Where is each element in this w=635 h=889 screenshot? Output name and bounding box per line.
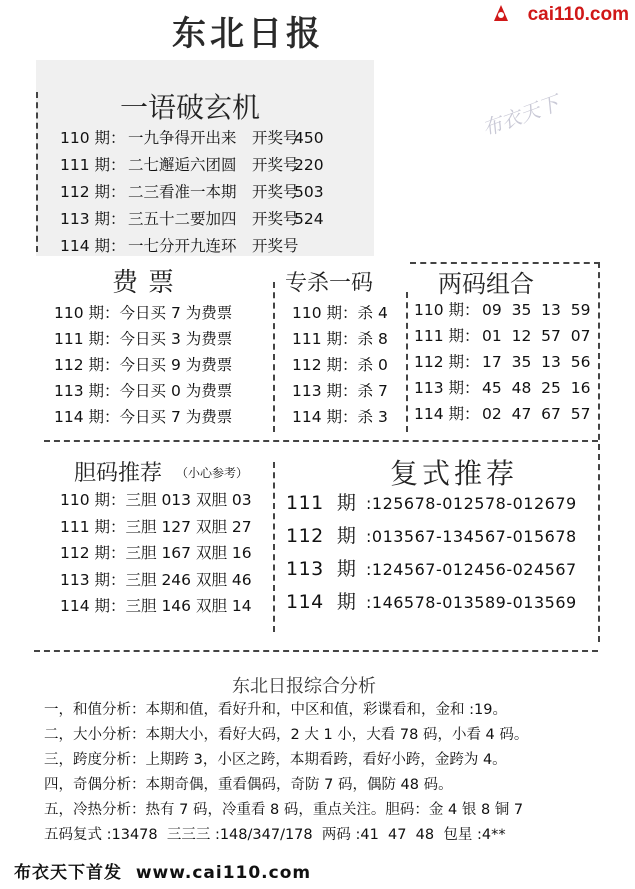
col-divider-1 — [273, 282, 275, 432]
liangma-row — [414, 298, 590, 324]
period: 114 期： — [414, 405, 480, 423]
feipiao-row: 112 期：今日买 9 为费票 — [54, 356, 233, 374]
result-label: 开奖号 — [252, 210, 299, 228]
hint: 三五十二要加四 — [128, 210, 237, 228]
period: 111 期： — [414, 327, 480, 345]
result: 524 — [294, 210, 324, 228]
footer-text: 布衣天下首发 www.cai110.com — [14, 863, 312, 883]
yiyu-row — [60, 180, 324, 207]
hint: 二三看准一本期 — [128, 183, 237, 201]
liangma-row — [414, 402, 590, 428]
result: 503 — [294, 183, 324, 201]
hint: 二七邂逅六团圆 — [128, 156, 237, 174]
numbers: 17 35 13 56 — [482, 353, 591, 371]
result-label: 开奖号 — [252, 183, 299, 201]
numbers: 01 12 57 07 — [482, 327, 591, 345]
period: 111 期： — [60, 156, 126, 174]
fushi-title: 复式推荐 — [390, 457, 519, 490]
yiyu-row — [60, 126, 324, 153]
result: 220 — [294, 156, 324, 174]
feipiao-row: 111 期：今日买 3 为费票 — [54, 330, 233, 348]
col-divider-3 — [273, 462, 275, 632]
hint: 一七分开九连环 — [128, 237, 237, 255]
danma-row: 112 期：三胆 167 双胆 16 — [60, 544, 252, 562]
period: 112 期： — [60, 183, 126, 201]
result-label: 开奖号 — [252, 129, 299, 147]
numbers: 09 35 13 59 — [482, 301, 591, 319]
yiyu-row — [60, 153, 324, 180]
danma-row: 114 期：三胆 146 双胆 14 — [60, 597, 252, 615]
danma-list — [60, 488, 252, 621]
feipiao-row: 114 期：今日买 7 为费票 — [54, 408, 233, 426]
period: 113 期： — [60, 210, 126, 228]
analysis-line: 五码复式 :13478 三三三 :148/347/178 两码 :41 47 48 包星 :4** — [44, 827, 506, 843]
analysis-line: 五，冷热分析：热有 7 码，冷重看 8 码，重点关注。胆码：金 4 银 8 铜 7 — [44, 802, 524, 818]
yiyu-title: 一语破玄机 — [120, 91, 261, 124]
period: 112 期 — [286, 525, 357, 547]
period: 113 期： — [414, 379, 480, 397]
row-divider — [44, 440, 598, 442]
period: 112 期： — [414, 353, 480, 371]
numbers: 45 48 25 16 — [482, 379, 591, 397]
zhuansha-row: 114 期：杀 3 — [292, 408, 388, 426]
danma-row: 113 期：三胆 246 双胆 46 — [60, 570, 252, 589]
period: 113 期 — [286, 558, 357, 580]
numbers: :125678-012578-012679 — [366, 494, 577, 513]
analysis-title: 东北日报综合分析 — [232, 676, 376, 697]
numbers: :124567-012456-024567 — [366, 560, 577, 579]
liangma-row — [414, 376, 590, 402]
zhuansha-row: 110 期：杀 4 — [292, 304, 388, 322]
site-name: cai110.com — [527, 4, 629, 25]
analysis-list — [44, 698, 528, 848]
yiyu-row — [60, 207, 324, 234]
fushi-row — [286, 587, 577, 620]
fushi-row — [286, 554, 577, 587]
liangma-row — [414, 324, 590, 350]
danma-row: 110 期：三胆 013 双胆 03 — [60, 491, 252, 509]
period: 110 期： — [414, 301, 480, 319]
yiyu-list — [60, 126, 324, 261]
numbers: :146578-013589-013569 — [366, 593, 577, 612]
site-logo-icon — [492, 3, 510, 23]
fushi-row — [286, 521, 577, 554]
danma-row: 111 期：三胆 127 双胆 27 — [60, 517, 252, 536]
feipiao-title: 费票 — [112, 268, 185, 298]
watermark-text: 布衣天下 — [478, 90, 563, 141]
analysis-line: 四，奇偶分析：本期奇偶，重看偶码，奇防 7 码，偶防 48 码。 — [44, 777, 453, 793]
analysis-line: 二，大小分析：本期大小，看好大码，2 大 1 小，大看 78 码，小看 4 码。 — [44, 727, 529, 743]
feipiao-list — [54, 301, 232, 431]
result-label: 开奖号 — [252, 237, 299, 255]
result: 450 — [294, 129, 324, 147]
hint: 一九争得开出来 — [128, 129, 237, 147]
zhuansha-row: 112 期：杀 0 — [292, 356, 388, 374]
yiyu-row — [60, 234, 324, 261]
danma-note: （小心参考） — [176, 466, 249, 480]
period: 111 期 — [286, 492, 357, 514]
liangma-list — [414, 298, 590, 428]
col-divider-2 — [406, 292, 408, 432]
analysis-top-border — [34, 650, 598, 652]
zhuansha-row: 113 期：杀 7 — [292, 382, 388, 400]
masthead: 东北日报 — [172, 14, 324, 54]
danma-title: 胆码推荐 — [74, 461, 163, 486]
period: 110 期： — [60, 129, 126, 147]
zhuansha-list — [292, 301, 388, 431]
analysis-line: 三，跨度分析：上期跨 3，小区之跨，本期看跨，看好小跨，金跨为 4。 — [44, 752, 507, 768]
liangma-row — [414, 350, 590, 376]
feipiao-row: 110 期：今日买 7 为费票 — [54, 304, 233, 322]
feipiao-row: 113 期：今日买 0 为费票 — [54, 382, 233, 400]
right-border — [598, 262, 600, 642]
fushi-row — [286, 488, 577, 521]
period: 114 期： — [60, 237, 126, 255]
zhuansha-title: 专杀一码 — [285, 271, 374, 296]
fushi-list — [286, 488, 577, 620]
result-label: 开奖号 — [252, 156, 299, 174]
yiyu-left-border — [36, 92, 38, 252]
liangma-title: 两码组合 — [438, 270, 534, 298]
numbers: 02 47 67 57 — [482, 405, 591, 423]
period: 114 期 — [286, 591, 357, 613]
numbers: :013567-134567-015678 — [366, 527, 577, 546]
analysis-line: 一，和值分析：本期和值，看好升和，中区和值，彩谍看和，金和 :19。 — [44, 702, 507, 718]
zhuansha-row: 111 期：杀 8 — [292, 330, 388, 348]
